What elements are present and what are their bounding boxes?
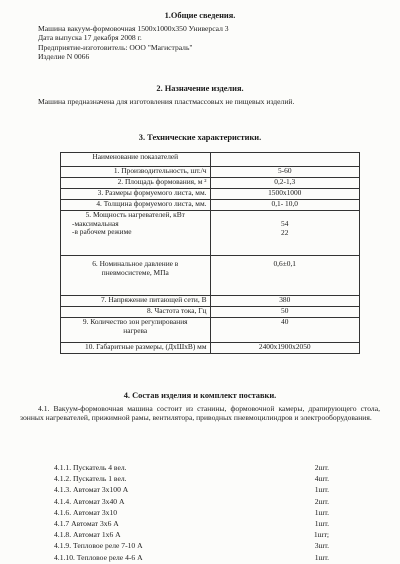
table-row <box>61 343 360 354</box>
list-item <box>54 497 329 508</box>
spec-value: 380 <box>210 296 360 307</box>
section1-title: 1.Общие сведения. <box>164 11 236 20</box>
table-row <box>61 189 360 200</box>
table-row <box>61 307 360 318</box>
spec-name <box>61 318 211 343</box>
list-item <box>54 553 329 564</box>
part-qty: 2шт. <box>314 463 329 472</box>
table-row <box>61 153 360 167</box>
spec-name-line: 5. Мощность нагревателей, кВт <box>85 210 185 219</box>
spec-value: 50 <box>210 307 360 318</box>
composition-text: 4.1. Вакуум-формовочная машина состоит из станины, формовочной камеры, драпирующего стола, зонных нагревателей, прижимной рамы, вентилятора, приводных пневмоцилиндров и электрооборудования. <box>20 404 380 423</box>
spec-name-line: 9. Количество зон регулирования <box>82 317 188 326</box>
general-info-line: Изделие N 0066 <box>38 51 90 61</box>
section4-title: 4. Состав изделия и комплект поставки. <box>123 391 277 400</box>
spec-value: 0,6±0,1 <box>210 256 360 296</box>
spec-name: 2. Площадь формования, м ² <box>61 178 211 189</box>
part-name: 4.1.4. Автомат 3х40 А <box>54 496 125 506</box>
list-item <box>54 519 329 530</box>
spec-name-line: -максимальная <box>72 218 119 228</box>
spec-name: 4. Толщина формуемого листа, мм. <box>61 200 211 211</box>
part-name: 4.1.7 Автомат 3х6 А <box>54 518 119 528</box>
part-name: 4.1.3. Автомат 3х100 А <box>54 485 129 495</box>
spec-value: 2400х1900х2050 <box>210 343 360 354</box>
spec-name: 10. Габаритные размеры, (ДхШхВ) мм <box>61 343 211 354</box>
spec-value: 5-60 <box>210 167 360 178</box>
part-qty: 3шт. <box>314 541 329 551</box>
table-row <box>61 200 360 211</box>
part-qty: 4шт. <box>314 474 329 484</box>
part-name: 4.1.2. Пускатель 1 вел. <box>54 474 127 484</box>
table-row <box>61 318 360 343</box>
list-item <box>54 474 329 485</box>
table-header-cell: Наименование показателей <box>61 153 211 167</box>
part-qty: 1шт. <box>314 507 329 517</box>
spec-value: 0,1- 10,0 <box>210 200 360 211</box>
part-name: 4.1.6. Автомат 3х10 <box>54 507 118 517</box>
part-name: 4.1.8. Автомат 1х6 А <box>54 530 121 540</box>
spec-name <box>61 211 211 256</box>
spec-value: 0,2-1,3 <box>210 178 360 189</box>
purpose-text: Машина предназначена для изготовления пластмассовых не пищевых изделий. <box>38 97 295 106</box>
spec-name: 3. Размеры формуемого листа, мм. <box>61 189 211 200</box>
spec-value-line: 22 <box>281 227 289 237</box>
general-info-line: Предприятие-изготовитель: ООО "Магистраль" <box>38 42 193 52</box>
spec-name <box>61 256 211 296</box>
part-qty: 1шт; <box>313 530 329 540</box>
general-info-line: Машина вакуум-формовочная 1500х1000х350 Универсал 3 <box>38 24 229 33</box>
spec-name-line: пневмосистеме, МПа <box>101 267 169 277</box>
spec-name: 8. Частота тока, Гц <box>61 307 211 318</box>
list-item <box>54 508 329 519</box>
table-row <box>61 167 360 178</box>
list-item <box>54 463 329 474</box>
table-row <box>61 256 360 296</box>
spec-value <box>210 211 360 256</box>
spec-name-line: 6. Номинальное давление в <box>92 259 179 268</box>
section2-title: 2. Назначение изделия. <box>156 84 244 93</box>
part-name: 4.1.10. Тепловое реле 4-6 А <box>54 552 143 562</box>
list-item <box>54 530 329 541</box>
spec-name: 1. Производительность, шт./ч <box>61 167 211 178</box>
spec-value: 1500х1000 <box>210 189 360 200</box>
part-name: 4.1.9. Тепловое реле 7-10 А <box>54 541 143 551</box>
spec-name: 7. Напряжение питающей сети, В <box>61 296 211 307</box>
part-qty: 1шт. <box>314 552 329 562</box>
spec-value: 40 <box>210 318 360 343</box>
part-qty: 1шт. <box>314 485 329 495</box>
part-qty: 2шт. <box>314 496 329 506</box>
table-header-cell <box>210 153 360 167</box>
part-name: 4.1.1. Пускатель 4 вел. <box>54 463 127 472</box>
list-item <box>54 541 329 552</box>
part-qty: 1шт. <box>314 518 329 528</box>
parts-list <box>54 463 329 564</box>
table-row <box>61 178 360 189</box>
spec-name-line: -в рабочем режиме <box>72 227 132 237</box>
list-item <box>54 485 329 496</box>
section3-title: 3. Технические характеристики. <box>138 133 262 142</box>
table-row <box>61 211 360 256</box>
spec-name-line: нагрева <box>123 325 148 335</box>
table-row <box>61 296 360 307</box>
spec-value-line: 54 <box>281 219 289 228</box>
general-info-line: Дата выпуска 17 декабря 2008 г. <box>38 33 142 43</box>
general-info <box>38 24 378 61</box>
spec-table <box>60 152 360 354</box>
